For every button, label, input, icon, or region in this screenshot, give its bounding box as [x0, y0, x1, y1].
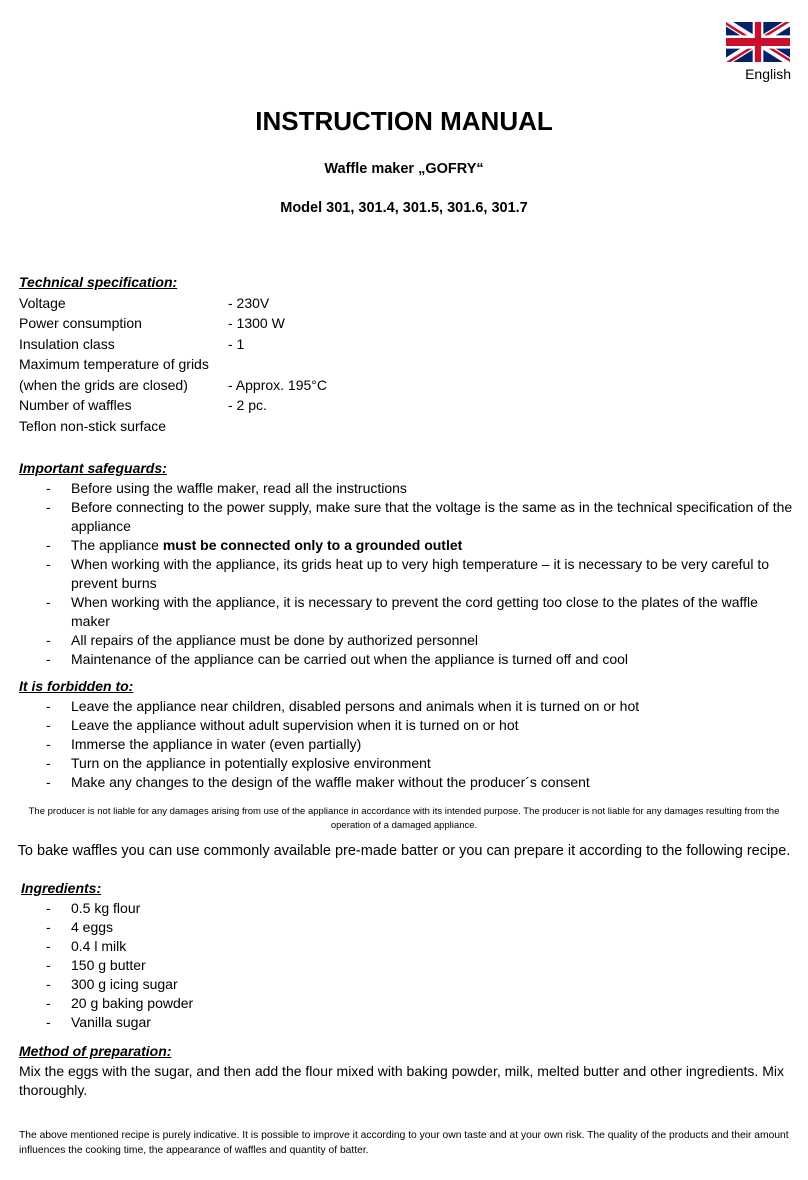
spec-table	[19, 293, 794, 437]
bullet-dash: -	[46, 555, 51, 572]
spec-label: Teflon non-stick surface	[19, 417, 167, 434]
list-item	[19, 899, 796, 918]
list-item	[19, 498, 794, 536]
spec-label: Insulation class	[19, 335, 115, 352]
bullet-dash: -	[46, 956, 51, 973]
technical-specification	[19, 272, 794, 436]
list-item-text: 20 g baking powder	[71, 994, 194, 1011]
spec-row	[19, 354, 794, 375]
list-item	[19, 1013, 796, 1032]
safeguards-list	[19, 479, 794, 669]
list-item-text: Leave the appliance near children, disabled persons and animals when it is turned on or hot	[71, 697, 640, 714]
list-item	[19, 697, 794, 716]
list-item-text: Before using the waffle maker, read all the instructions	[71, 479, 407, 496]
bullet-dash: -	[46, 918, 51, 935]
spec-label: Maximum temperature of grids	[19, 356, 209, 372]
list-item	[19, 555, 794, 593]
list-item	[19, 479, 794, 498]
bullet-dash: -	[46, 994, 51, 1011]
list-item-text: The appliance	[71, 536, 163, 553]
bullet-dash: -	[46, 899, 51, 916]
list-item-text: Make any changes to the design of the waffle maker without the producer´s consent	[71, 773, 590, 790]
spec-value: - Approx. 195°C	[228, 376, 327, 393]
method-text: Mix the eggs with the sugar, and then add the flour mixed with baking powder, milk, melted butter and other ingredients. Mix thoroughly.	[19, 1062, 784, 1098]
list-item	[19, 918, 796, 937]
bullet-dash: -	[46, 975, 51, 992]
bullet-dash: -	[46, 697, 51, 714]
list-item-text: All repairs of the appliance must be done by authorized personnel	[71, 631, 479, 648]
list-item	[19, 593, 794, 631]
list-item-text: Before connecting to the power supply, make sure that the voltage is the same as in the technical specification of the appliance	[71, 498, 793, 534]
list-item	[19, 975, 796, 994]
spec-label: Power consumption	[19, 315, 142, 331]
spec-row	[19, 416, 794, 437]
list-item	[19, 536, 794, 555]
spec-value: - 2 pc.	[228, 397, 267, 413]
bullet-dash: -	[46, 650, 51, 667]
recipe-intro: To bake waffles you can use commonly available pre-made batter or you can prepare it according to the following recipe.	[17, 843, 791, 859]
forbidden-section	[19, 676, 794, 792]
bullet-dash: -	[46, 773, 51, 790]
list-item-text: Maintenance of the appliance can be carried out when the appliance is turned off and cool	[71, 650, 629, 667]
list-item	[19, 937, 796, 956]
list-item	[19, 956, 796, 975]
safeguards-heading: Important safeguards:	[19, 460, 167, 476]
list-item-text: Immerse the appliance in water (even partially)	[71, 735, 362, 752]
bullet-dash: -	[46, 754, 51, 771]
list-item-text: When working with the appliance, its grids heat up to very high temperature – it is necessary to be very careful to prevent burns	[71, 555, 770, 591]
spec-row	[19, 293, 794, 314]
bullet-dash: -	[46, 536, 51, 553]
forbidden-heading: It is forbidden to:	[19, 678, 134, 694]
bullet-dash: -	[46, 735, 51, 752]
method-heading: Method of preparation:	[19, 1043, 172, 1059]
spec-row	[19, 313, 794, 334]
recipe-note: The above mentioned recipe is purely indicative. It is possible to improve it according to your own taste and at your own risk. The quality of the products and their amount influences the cooking time, the appearance of waffles and quantity of batter.	[19, 1130, 789, 1156]
ingredients-list	[19, 899, 796, 1032]
bullet-dash: -	[46, 479, 51, 496]
spec-row	[19, 375, 794, 396]
list-item-text: When working with the appliance, it is necessary to prevent the cord getting too close to the plates of the waffle maker	[71, 593, 758, 629]
spec-row	[19, 395, 794, 416]
bullet-dash: -	[46, 937, 51, 954]
safeguards-section	[19, 458, 794, 669]
list-item	[19, 650, 794, 669]
spec-row	[19, 334, 794, 355]
list-item	[19, 631, 794, 650]
list-item-text: 4 eggs	[71, 918, 114, 935]
technical-heading: Technical specification:	[19, 274, 178, 290]
forbidden-list	[19, 697, 794, 792]
list-item-text: 150 g butter	[71, 956, 146, 973]
list-item-text: Turn on the appliance in potentially explosive environment	[71, 754, 431, 771]
liability-note: The producer is not liable for any damages arising from use of the appliance in accordance with its intended purpose. The producer is not liable for any damages resulting from the operation of a damaged appliance.	[28, 806, 780, 831]
list-item-text: Vanilla sugar	[71, 1013, 151, 1030]
list-item-text: Leave the appliance without adult supervision when it is turned on or hot	[71, 716, 519, 733]
ingredients-heading: Ingredients:	[21, 880, 102, 896]
spec-label: (when the grids are closed)	[19, 376, 188, 393]
spec-value: - 230V	[228, 294, 270, 311]
model-list: Model 301, 301.4, 301.5, 301.6, 301.7	[280, 200, 528, 216]
bullet-dash: -	[46, 631, 51, 648]
bullet-dash: -	[46, 716, 51, 733]
bullet-dash: -	[46, 498, 51, 515]
list-item	[19, 773, 794, 792]
page-title: INSTRUCTION MANUAL	[255, 106, 553, 136]
list-item-text: 0.5 kg flour	[71, 899, 141, 916]
bullet-dash: -	[46, 593, 51, 610]
list-item	[19, 735, 794, 754]
language-label: English	[745, 66, 791, 82]
method-section	[19, 1041, 794, 1100]
list-item	[19, 994, 796, 1013]
spec-label: Number of waffles	[19, 397, 132, 413]
list-item-emphasis: must be connected only to a grounded outlet	[162, 536, 463, 553]
spec-value: - 1	[228, 335, 245, 352]
list-item	[19, 716, 794, 735]
list-item-text: 0.4 l milk	[71, 937, 127, 954]
spec-label: Voltage	[19, 294, 66, 311]
list-item-text: 300 g icing sugar	[71, 975, 178, 992]
product-subtitle: Waffle maker „GOFRY“	[324, 161, 484, 177]
bullet-dash: -	[46, 1013, 51, 1030]
list-item	[19, 754, 794, 773]
spec-value: - 1300 W	[228, 315, 285, 331]
ingredients-section	[21, 878, 796, 1032]
uk-flag-icon	[726, 22, 790, 62]
